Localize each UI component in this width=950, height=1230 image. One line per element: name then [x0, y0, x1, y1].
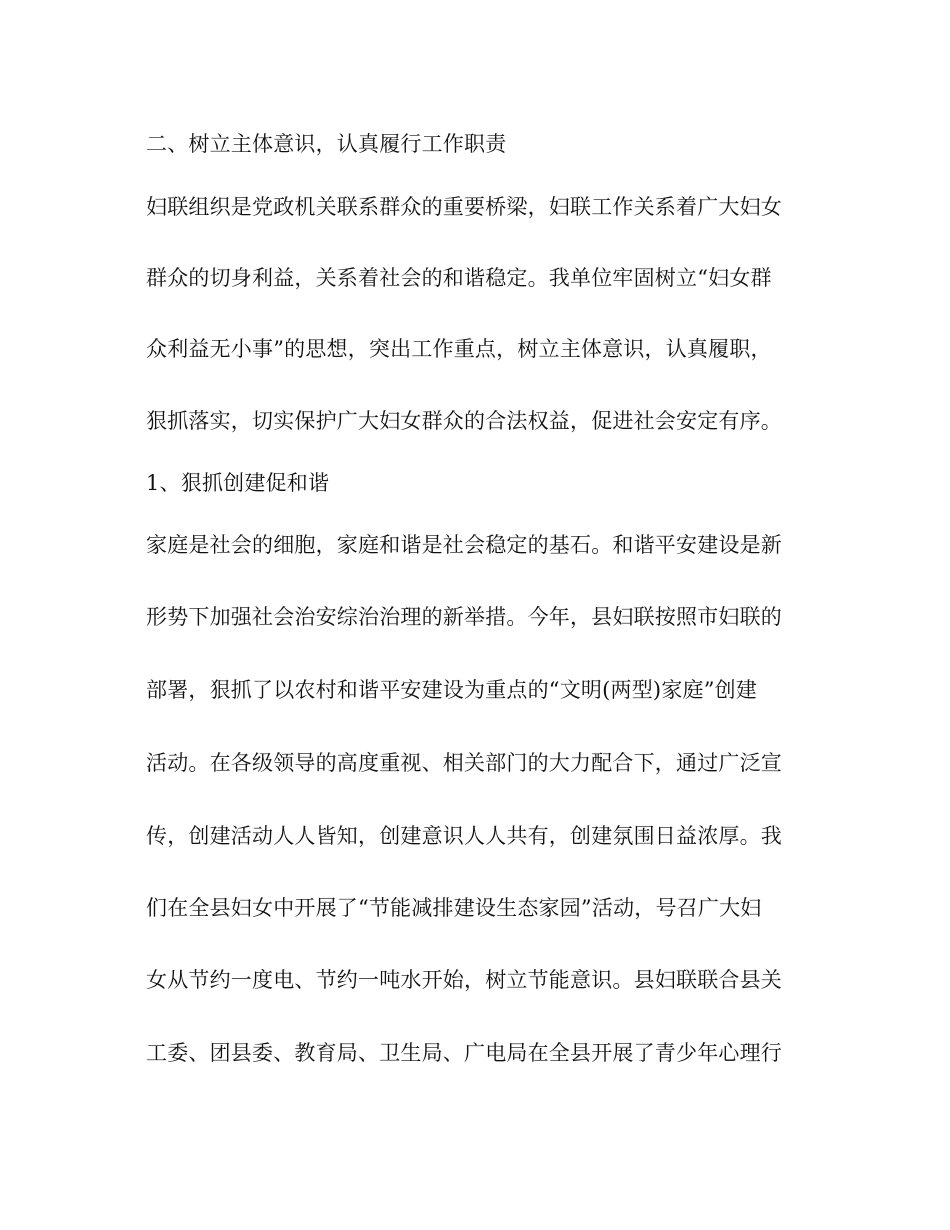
body-text-line: 部署，狠抓了以农村和谐平安建设为重点的“文明(两型)家庭”创建: [146, 678, 758, 702]
body-text-line: 妇联组织是党政机关联系群众的重要桥梁，妇联工作关系着广大妇女: [146, 195, 782, 219]
body-text-line: 家庭是社会的细胞，家庭和谐是社会稳定的基石。和谐平安建设是新: [146, 533, 782, 557]
body-text-line: 活动。在各级领导的高度重视、相关部门的大力配合下，通过广泛宣: [146, 751, 782, 775]
body-text-line: 形势下加强社会治安综治治理的新举措。今年，县妇联按照市妇联的: [146, 605, 782, 629]
body-text-line: 狠抓落实，切实保护广大妇女群众的合法权益，促进社会安定有序。: [146, 409, 782, 433]
body-text-line: 群众的切身利益，关系着社会的和谐稳定。我单位牢固树立“妇女群: [146, 266, 772, 290]
subsection-heading: 1、狠抓创建促和谐: [146, 471, 330, 495]
body-text-line: 女从节约一度电、节约一吨水开始，树立节能意识。县妇联联合县关: [146, 968, 782, 992]
body-text-line: 们在全县妇女中开展了“节能减排建设生态家园”活动，号召广大妇: [146, 896, 762, 920]
section-heading: 二、树立主体意识，认真履行工作职责: [146, 132, 507, 156]
body-text-line: 工委、团县委、教育局、卫生局、广电局在全县开展了青少年心理行: [146, 1041, 782, 1065]
body-text-line: 众利益无小事”的思想，突出工作重点，树立主体意识，认真履职，: [146, 337, 772, 361]
body-text-line: 传，创建活动人人皆知，创建意识人人共有，创建氛围日益浓厚。我: [146, 824, 782, 848]
